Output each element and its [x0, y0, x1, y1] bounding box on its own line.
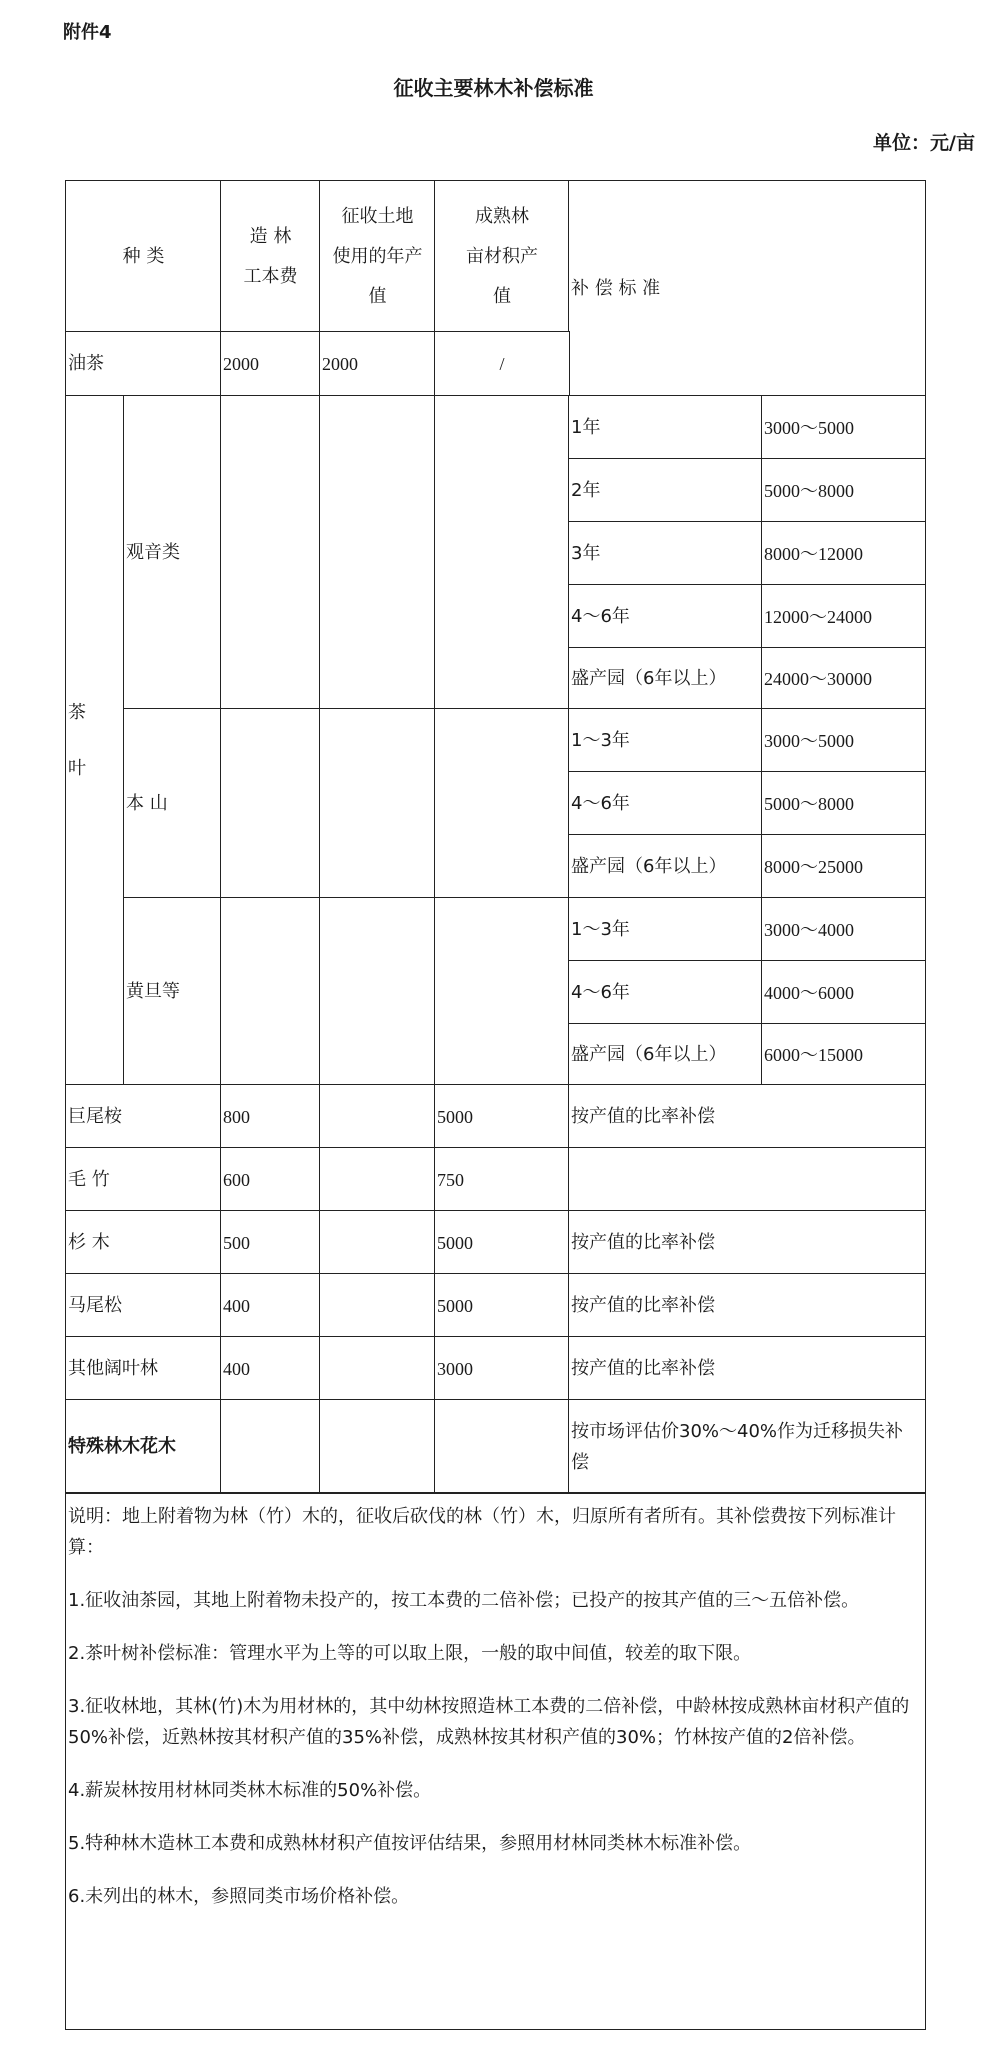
tree-row-4-labor: 400 — [220, 1273, 321, 1338]
header-mature-line2: 亩材积产 — [466, 245, 538, 267]
notes-section — [65, 1492, 926, 2030]
row-youcha-land: 2000 — [319, 331, 436, 397]
tree-row-5-labor: 400 — [220, 1336, 321, 1401]
benshan-age-2: 4～6年 — [568, 771, 763, 836]
benshan-age-3: 盛产园（6年以上） — [568, 834, 763, 899]
tree-row-5-name: 其他阔叶林 — [65, 1336, 222, 1401]
tea-benshan-land — [319, 708, 436, 899]
special-row-mature — [434, 1399, 570, 1494]
tea-benshan-labor — [220, 708, 321, 899]
note-6: 6.未列出的林木，参照同类市场价格补偿。 — [68, 1886, 410, 1907]
tree-row-3-standard: 按产值的比率补偿 — [568, 1210, 926, 1275]
tea-huangdan-labor — [220, 897, 321, 1086]
tea-guanyin-name: 观音类 — [123, 395, 222, 710]
tree-row-2-standard — [568, 1147, 926, 1212]
note-4: 4.薪炭林按用材林同类林木标准的50%补偿。 — [68, 1780, 432, 1801]
tree-row-5-standard: 按产值的比率补偿 — [568, 1336, 926, 1401]
tea-guanyin-labor — [220, 395, 321, 710]
header-kind: 种 类 — [65, 180, 222, 333]
special-row-land — [319, 1399, 436, 1494]
guanyin-age-4: 4～6年 — [568, 584, 763, 649]
tea-guanyin-land — [319, 395, 436, 710]
tree-row-1-labor: 800 — [220, 1084, 321, 1149]
tree-row-3-land — [319, 1210, 436, 1275]
guanyin-range-5: 24000～30000 — [761, 647, 926, 710]
note-1: 1.征收油茶园，其地上附着物未投产的，按工本费的二倍补偿；已投产的按其产值的三～五倍补偿。 — [68, 1590, 860, 1611]
tree-row-4-land — [319, 1273, 436, 1338]
tree-row-1-mature: 5000 — [434, 1084, 570, 1149]
tree-row-4-mature: 5000 — [434, 1273, 570, 1338]
benshan-range-2: 5000～8000 — [761, 771, 926, 836]
benshan-range-3: 8000～25000 — [761, 834, 926, 899]
tree-row-1-name: 巨尾桉 — [65, 1084, 222, 1149]
tea-benshan-name: 本 山 — [123, 708, 222, 899]
tree-row-2-mature: 750 — [434, 1147, 570, 1212]
tea-group-label — [65, 395, 125, 1086]
tree-row-1-standard: 按产值的比率补偿 — [568, 1084, 926, 1149]
row-youcha-labor: 2000 — [220, 331, 321, 397]
benshan-range-1: 3000～5000 — [761, 708, 926, 773]
header-labor-line2: 工本费 — [243, 265, 298, 287]
unit-label: 单位：元/亩 — [873, 132, 975, 154]
tree-row-4-name: 马尾松 — [65, 1273, 222, 1338]
tree-row-3-name: 杉 木 — [65, 1210, 222, 1275]
tree-row-2-labor: 600 — [220, 1147, 321, 1212]
tree-row-5-mature: 3000 — [434, 1336, 570, 1401]
header-mature-line1: 成熟林 — [475, 205, 529, 227]
guanyin-range-4: 12000～24000 — [761, 584, 926, 649]
huangdan-age-3: 盛产园（6年以上） — [568, 1023, 763, 1086]
row-youcha-mature: / — [434, 331, 570, 397]
guanyin-age-3: 3年 — [568, 521, 763, 586]
guanyin-range-2: 5000～8000 — [761, 458, 926, 523]
header-labor — [220, 180, 321, 333]
tea-huangdan-name: 黄旦等 — [123, 897, 222, 1086]
header-land-line1: 征收土地 — [341, 205, 414, 227]
huangdan-range-3: 6000～15000 — [761, 1023, 926, 1086]
guanyin-range-1: 3000～5000 — [761, 395, 926, 460]
tea-label-line1: 茶 — [68, 701, 86, 723]
huangdan-range-1: 3000～4000 — [761, 897, 926, 962]
tree-row-1-land — [319, 1084, 436, 1149]
benshan-age-1: 1～3年 — [568, 708, 763, 773]
tea-huangdan-land — [319, 897, 436, 1086]
huangdan-age-1: 1～3年 — [568, 897, 763, 962]
huangdan-age-2: 4～6年 — [568, 960, 763, 1025]
note-3: 3.征收林地，其林(竹)木为用材林的，其中幼林按照造林工本费的二倍补偿，中龄林按成熟林亩材积产值的50%补偿，近熟林按其材积产值的35%补偿，成熟林按其材积产值的30%；竹林按产值的2倍补偿。 — [68, 1696, 910, 1748]
header-land-line2: 使用的年产 — [332, 245, 423, 267]
tea-huangdan-mature — [434, 897, 570, 1086]
note-5: 5.特种林木造林工本费和成熟林材积产值按评估结果，参照用材林同类林木标准补偿。 — [68, 1833, 752, 1854]
row-youcha-name: 油茶 — [65, 331, 222, 397]
guanyin-range-3: 8000～12000 — [761, 521, 926, 586]
header-labor-line1: 造 林 — [249, 225, 292, 247]
note-intro: 说明：地上附着物为林（竹）木的，征收后砍伐的林（竹）木，归原所有者所有。其补偿费按下列标准计算： — [68, 1506, 896, 1558]
tea-guanyin-mature — [434, 395, 570, 710]
special-row-standard: 按市场评估价30%～40%作为迁移损失补偿 — [568, 1399, 926, 1494]
tree-row-4-standard: 按产值的比率补偿 — [568, 1273, 926, 1338]
tree-row-3-mature: 5000 — [434, 1210, 570, 1275]
guanyin-age-2: 2年 — [568, 458, 763, 523]
tree-row-2-name: 毛 竹 — [65, 1147, 222, 1212]
tree-row-2-land — [319, 1147, 436, 1212]
tree-row-3-labor: 500 — [220, 1210, 321, 1275]
header-mature-value — [434, 180, 570, 333]
huangdan-range-2: 4000～6000 — [761, 960, 926, 1025]
header-mature-line3: 值 — [493, 285, 511, 307]
tree-row-5-land — [319, 1336, 436, 1401]
special-row-name: 特殊林木花木 — [65, 1399, 222, 1494]
special-row-labor — [220, 1399, 321, 1494]
tea-benshan-mature — [434, 708, 570, 899]
guanyin-age-1: 1年 — [568, 395, 763, 460]
header-land-line3: 值 — [368, 285, 387, 307]
header-standard: 补 偿 标 准 — [568, 180, 926, 397]
attachment-label: 附件4 — [63, 22, 112, 43]
note-2: 2.茶叶树补偿标准：管理水平为上等的可以取上限，一般的取中间值，较差的取下限。 — [68, 1643, 752, 1664]
page-title: 征收主要林木补偿标准 — [393, 76, 594, 100]
guanyin-age-5: 盛产园（6年以上） — [568, 647, 763, 710]
header-land-value — [319, 180, 436, 333]
tea-label-line2: 叶 — [68, 757, 86, 779]
